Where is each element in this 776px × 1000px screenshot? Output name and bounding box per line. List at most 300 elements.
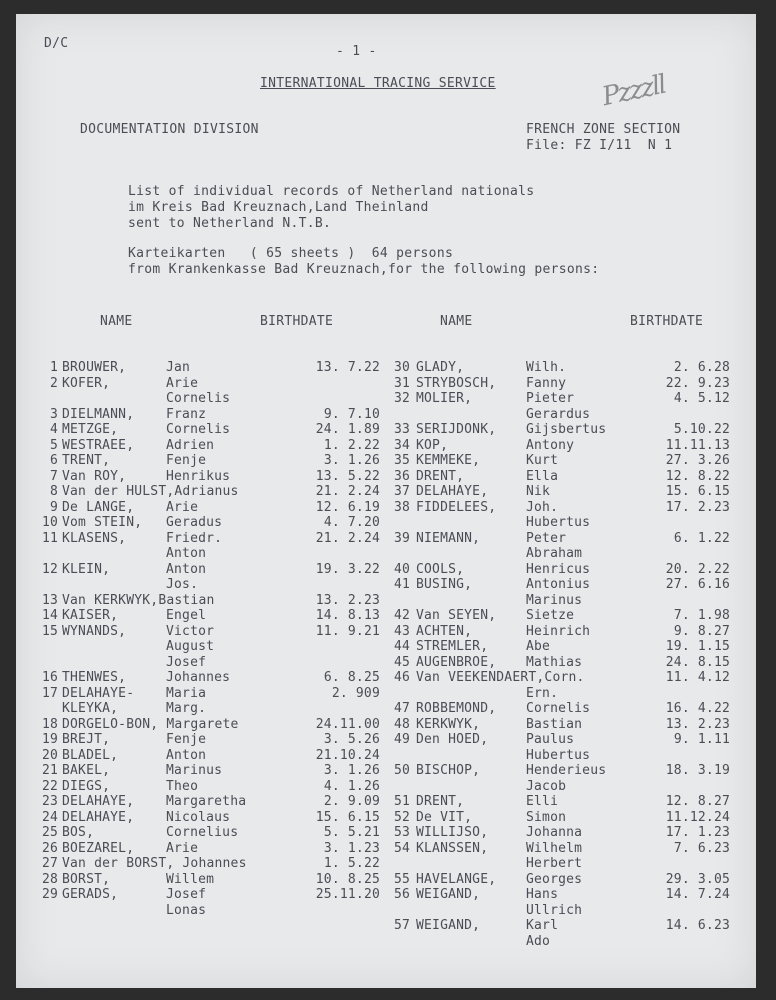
surname: KLANSSEN, [416,840,489,856]
row-number: 7 [49,468,58,484]
birthdate: 9. 7.10 [323,406,380,422]
person-row [40,500,380,515]
birthdate: 9. 1.11 [673,732,730,747]
birthdate: 11. 4.12 [665,670,730,685]
person-row [40,469,380,484]
row-number: 21 [41,763,58,778]
person-row [40,376,380,391]
surname: DIELMANN, [62,406,135,422]
birthdate: 21.10.24 [315,747,380,763]
surname: ROBBEMOND, [416,701,497,716]
person-row [386,391,732,406]
surname: WILLIJSO, [416,825,489,840]
surname: BAKEL, [62,763,111,778]
birthdate: 2. 6.28 [673,360,730,375]
birthdate: 2. 9.09 [323,794,380,809]
surname: Van VEEKENDAERT,Corn. [416,670,585,685]
row-number: 41 [393,577,410,592]
row-number: 30 [393,360,410,375]
document-page [16,14,756,988]
first-name: Kurt [526,453,559,468]
first-name: Gerardus [526,406,591,422]
file-reference: File: FZ I/11 N 1 [526,138,673,153]
birthdate: 9. 8.27 [673,623,730,639]
surname: KOP, [416,437,449,453]
row-number: 38 [393,499,410,515]
person-row [386,748,732,763]
surname: DELAHAYE- [62,685,135,701]
row-number: 22 [41,778,58,794]
row-number: 44 [393,639,410,654]
surname: WESTRAEE, [62,437,135,453]
birthdate: 13. 7.22 [315,360,380,375]
person-row [40,856,380,871]
surname: KLEIN, [62,561,111,577]
first-name: Ella [526,468,559,484]
person-row [386,841,732,856]
birthdate: 7. 1.98 [673,608,730,623]
person-row [40,717,380,732]
row-number: 54 [393,840,410,856]
surname: GLADY, [416,360,465,375]
first-name: Lonas [166,902,207,918]
surname: KEMMEKE, [416,453,481,468]
row-number: 24 [41,809,58,825]
person-row [386,701,732,716]
row-number: 9 [49,499,58,515]
person-row [386,360,732,375]
intro-line-4: Karteikarten ( 65 sheets ) 64 persons [128,246,454,261]
birthdate: 15. 6.15 [315,809,380,825]
first-name: Cornelis [526,701,591,716]
intro-line-3: sent to Netherland N.T.B. [128,216,332,231]
row-number: 11 [41,530,58,546]
person-row [386,546,732,561]
person-row [386,438,732,453]
first-name: Simon [526,809,567,825]
row-number: 42 [393,608,410,623]
person-row [40,794,380,809]
birthdate: 4. 5.12 [673,391,730,406]
birthdate: 12. 8.27 [665,794,730,809]
surname: DELAHAYE, [62,794,135,809]
first-name: Marinus [166,763,223,778]
first-name: Adrien [166,437,215,453]
first-name: Wilh. [526,360,567,375]
birthdate: 22. 9.23 [665,375,730,391]
first-name: Fanny [526,375,567,391]
row-number: 13 [41,592,58,608]
row-number: 19 [41,732,58,747]
first-name: Hans [526,887,559,902]
row-number: 23 [41,794,58,809]
row-number: 55 [393,871,410,887]
person-row [386,887,732,902]
birthdate: 3. 1.26 [323,453,380,468]
person-row [40,422,380,437]
row-number: 8 [49,484,58,499]
division-name: DOCUMENTATION DIVISION [80,122,259,137]
first-name: Marg. [166,701,207,716]
surname: BREJT, [62,732,111,747]
first-name: Victor [166,623,215,639]
person-row [386,500,732,515]
birthdate: 20. 2.22 [665,561,730,577]
birthdate: 19. 1.15 [665,639,730,654]
left-name-header: NAME [100,314,133,329]
birthdate: 27. 6.16 [665,577,730,592]
first-name: Georges [526,871,583,887]
row-number: 52 [393,809,410,825]
birthdate: 2. 909 [331,685,380,701]
first-name: Jos. [166,577,199,592]
surname: Van der BORST, Johannes [62,856,247,871]
person-row [40,825,380,840]
row-number: 34 [393,437,410,453]
first-name: Josef [166,654,207,670]
intro-line-5: from Krankenkasse Bad Kreuznach,for the following persons: [128,262,600,277]
first-name: Herbert [526,856,583,871]
person-row [386,608,732,623]
surname: GERADS, [62,887,119,902]
birthdate: 3. 1.23 [323,840,380,856]
first-name: Ern. [526,685,559,701]
first-name: Anton [166,747,207,763]
row-number: 4 [49,422,58,437]
row-number: 28 [41,871,58,887]
first-name: Hubertus [526,747,591,763]
first-name: Antony [526,437,575,453]
person-row [40,763,380,778]
person-row [40,639,380,654]
row-number: 51 [393,794,410,809]
row-number: 27 [41,856,58,871]
birthdate: 13. 5.22 [315,468,380,484]
row-number: 36 [393,468,410,484]
person-row [386,655,732,670]
surname: BROUWER, [62,360,127,375]
first-name: Mathias [526,654,583,670]
birthdate: 10. 8.25 [315,871,380,887]
right-birthdate-header: BIRTHDATE [630,314,704,329]
birthdate: 17. 1.23 [665,825,730,840]
person-row [40,701,380,716]
surname: Vom STEIN, [62,515,143,530]
first-name: Willem [166,871,215,887]
person-row [40,670,380,685]
birthdate: 4. 1.26 [323,778,380,794]
first-name: Theo [166,778,199,794]
first-name: Gijsbertus [526,422,607,437]
surname: KLASENS, [62,530,127,546]
first-name: Hubertus [526,515,591,530]
first-name: Abe [526,639,551,654]
birthdate: 5.10.22 [673,422,730,437]
first-name: Wilhelm [526,840,583,856]
surname: METZGE, [62,422,119,437]
person-row [386,810,732,825]
first-name: Arie [166,840,199,856]
left-birthdate-header: BIRTHDATE [260,314,334,329]
first-name: Engel [166,608,207,623]
birthdate: 24.11.00 [315,716,380,732]
birthdate: 13. 2.23 [665,716,730,732]
person-row [40,546,380,561]
person-row [386,531,732,546]
first-name: Maria [166,685,207,701]
birthdate: 21. 2.24 [315,530,380,546]
first-name: Geradus [166,515,223,530]
row-number: 15 [41,623,58,639]
first-name: August [166,639,215,654]
row-number: 14 [41,608,58,623]
surname: DRENT, [416,468,465,484]
first-name: Cornelius [166,825,239,840]
person-row [40,624,380,639]
person-row [386,407,732,422]
surname: Den HOED, [416,732,489,747]
person-row [40,872,380,887]
surname: DELAHAYE, [62,809,135,825]
surname: BISCHOP, [416,763,481,778]
person-row [386,872,732,887]
surname: COOLS, [416,561,465,577]
row-number: 35 [393,453,410,468]
page-number: - 1 - [336,44,377,59]
birthdate: 4. 7.20 [323,515,380,530]
row-number: 45 [393,654,410,670]
surname: BOEZAREL, [62,840,135,856]
surname: KERKWYK, [416,716,481,732]
right-name-header: NAME [440,314,473,329]
row-number: 37 [393,484,410,499]
birthdate: 1. 5.22 [323,856,380,871]
row-number: 48 [393,716,410,732]
row-number: 12 [41,561,58,577]
pencil-mark: Pzzzll [599,69,668,113]
row-number: 31 [393,375,410,391]
birthdate: 3. 1.26 [323,763,380,778]
birthdate: 27. 3.26 [665,453,730,468]
row-number: 2 [49,375,58,391]
first-name: Arie [166,375,199,391]
first-name: Fenje [166,453,207,468]
row-number: 49 [393,732,410,747]
row-number: 50 [393,763,410,778]
first-name: Jacob [526,778,567,794]
row-number: 46 [393,670,410,685]
surname: NIEMANN, [416,530,481,546]
person-row [40,531,380,546]
row-number: 10 [41,515,58,530]
row-number: 47 [393,701,410,716]
person-row [386,856,732,871]
surname: STRYBOSCH, [416,375,497,391]
surname: ACHTEN, [416,623,473,639]
person-row [40,655,380,670]
first-name: Anton [166,546,207,561]
person-row [40,484,380,499]
first-name: Jan [166,360,191,375]
birthdate: 14. 8.13 [315,608,380,623]
surname: STREMLER, [416,639,489,654]
first-name: Joh. [526,499,559,515]
surname: THENWES, [62,670,127,685]
person-row [386,422,732,437]
birthdate: 7. 6.23 [673,840,730,856]
birthdate: 25.11.20 [315,887,380,902]
first-name: Marinus [526,592,583,608]
birthdate: 6. 8.25 [323,670,380,685]
person-row [386,577,732,592]
person-row [40,903,380,918]
first-name: Johannes [166,670,231,685]
row-number: 20 [41,747,58,763]
person-row [386,763,732,778]
birthdate: 3. 5.26 [323,732,380,747]
person-row [40,515,380,530]
birthdate: 11.12.24 [665,809,730,825]
surname: BLADEL, [62,747,119,763]
row-number: 3 [49,406,58,422]
birthdate: 11. 9.21 [315,623,380,639]
surname: WYNANDS, [62,623,127,639]
first-name: Paulus [526,732,575,747]
person-row [40,577,380,592]
surname: HAVELANGE, [416,871,497,887]
surname: KOFER, [62,375,111,391]
first-name: Karl [526,918,559,933]
first-name: Arie [166,499,199,515]
person-row [386,469,732,484]
surname: DELAHAYE, [416,484,489,499]
section-name: FRENCH ZONE SECTION [526,122,681,137]
row-number: 29 [41,887,58,902]
person-row [386,593,732,608]
birthdate: 18. 3.19 [665,763,730,778]
first-name: Franz [166,406,207,422]
birthdate: 21. 2.24 [315,484,380,499]
person-row [40,608,380,623]
person-row [40,453,380,468]
first-name: Josef [166,887,207,902]
person-row [386,779,732,794]
person-row [40,887,380,902]
row-number: 6 [49,453,58,468]
person-row [40,562,380,577]
row-number: 40 [393,561,410,577]
birthdate: 1. 2.22 [323,437,380,453]
intro-line-1: List of individual records of Netherland nationals [128,184,535,199]
person-row [386,794,732,809]
row-number: 1 [49,360,58,375]
row-number: 16 [41,670,58,685]
surname: TRENT, [62,453,111,468]
row-number: 25 [41,825,58,840]
birthdate: 17. 2.23 [665,499,730,515]
birthdate: 14. 7.24 [665,887,730,902]
first-name: Fenje [166,732,207,747]
person-row [40,391,380,406]
first-name: Henderieus [526,763,607,778]
person-row [40,407,380,422]
surname: Van der HULST,Adrianus [62,484,239,499]
row-number: 43 [393,623,410,639]
first-name: Henrikus [166,468,231,484]
surname: KLEYKA, [62,701,119,716]
organization-title: INTERNATIONAL TRACING SERVICE [260,76,496,91]
person-row [386,453,732,468]
surname: SERIJDONK, [416,422,497,437]
surname: DORGELO-BON, Margarete [62,716,239,732]
person-row [40,593,380,608]
birthdate: 6. 1.22 [673,530,730,546]
surname: BOS, [62,825,95,840]
surname: FIDDELEES, [416,499,497,515]
first-name: Pieter [526,391,575,406]
first-name: Henricus [526,561,591,577]
first-name: Heinrich [526,623,591,639]
birthdate: 15. 6.15 [665,484,730,499]
person-row [40,810,380,825]
first-name: Margaretha [166,794,247,809]
first-name: Johanna [526,825,583,840]
first-name: Elli [526,794,559,809]
birthdate: 16. 4.22 [665,701,730,716]
person-row [386,670,732,685]
surname: De LANGE, [62,499,135,515]
birthdate: 19. 3.22 [315,561,380,577]
reference-mark: D/C [44,36,69,51]
row-number: 39 [393,530,410,546]
birthdate: 12. 8.22 [665,468,730,484]
person-row [386,918,732,933]
person-row [386,376,732,391]
row-number: 32 [393,391,410,406]
first-name: Friedr. [166,530,223,546]
surname: De VIT, [416,809,473,825]
person-row [40,748,380,763]
birthdate: 24. 8.15 [665,654,730,670]
first-name: Ado [526,933,551,949]
row-number: 56 [393,887,410,902]
surname: Van ROY, [62,468,127,484]
birthdate: 24. 1.89 [315,422,380,437]
first-name: Cornelis [166,391,231,406]
first-name: Anton [166,561,207,577]
person-row [386,484,732,499]
person-row [386,934,732,949]
surname: DIEGS, [62,778,111,794]
person-row [386,732,732,747]
birthdate: 13. 2.23 [315,592,380,608]
intro-line-2: im Kreis Bad Kreuznach,Land Theinland [128,200,429,215]
row-number: 57 [393,918,410,933]
first-name: Antonius [526,577,591,592]
person-row [40,841,380,856]
surname: WEIGAND, [416,918,481,933]
birthdate: 5. 5.21 [323,825,380,840]
surname: DRENT, [416,794,465,809]
first-name: Nik [526,484,551,499]
person-row [40,360,380,375]
birthdate: 29. 3.05 [665,871,730,887]
first-name: Bastian [526,716,583,732]
row-number: 18 [41,716,58,732]
first-name: Peter [526,530,567,546]
person-row [386,903,732,918]
person-row [386,624,732,639]
